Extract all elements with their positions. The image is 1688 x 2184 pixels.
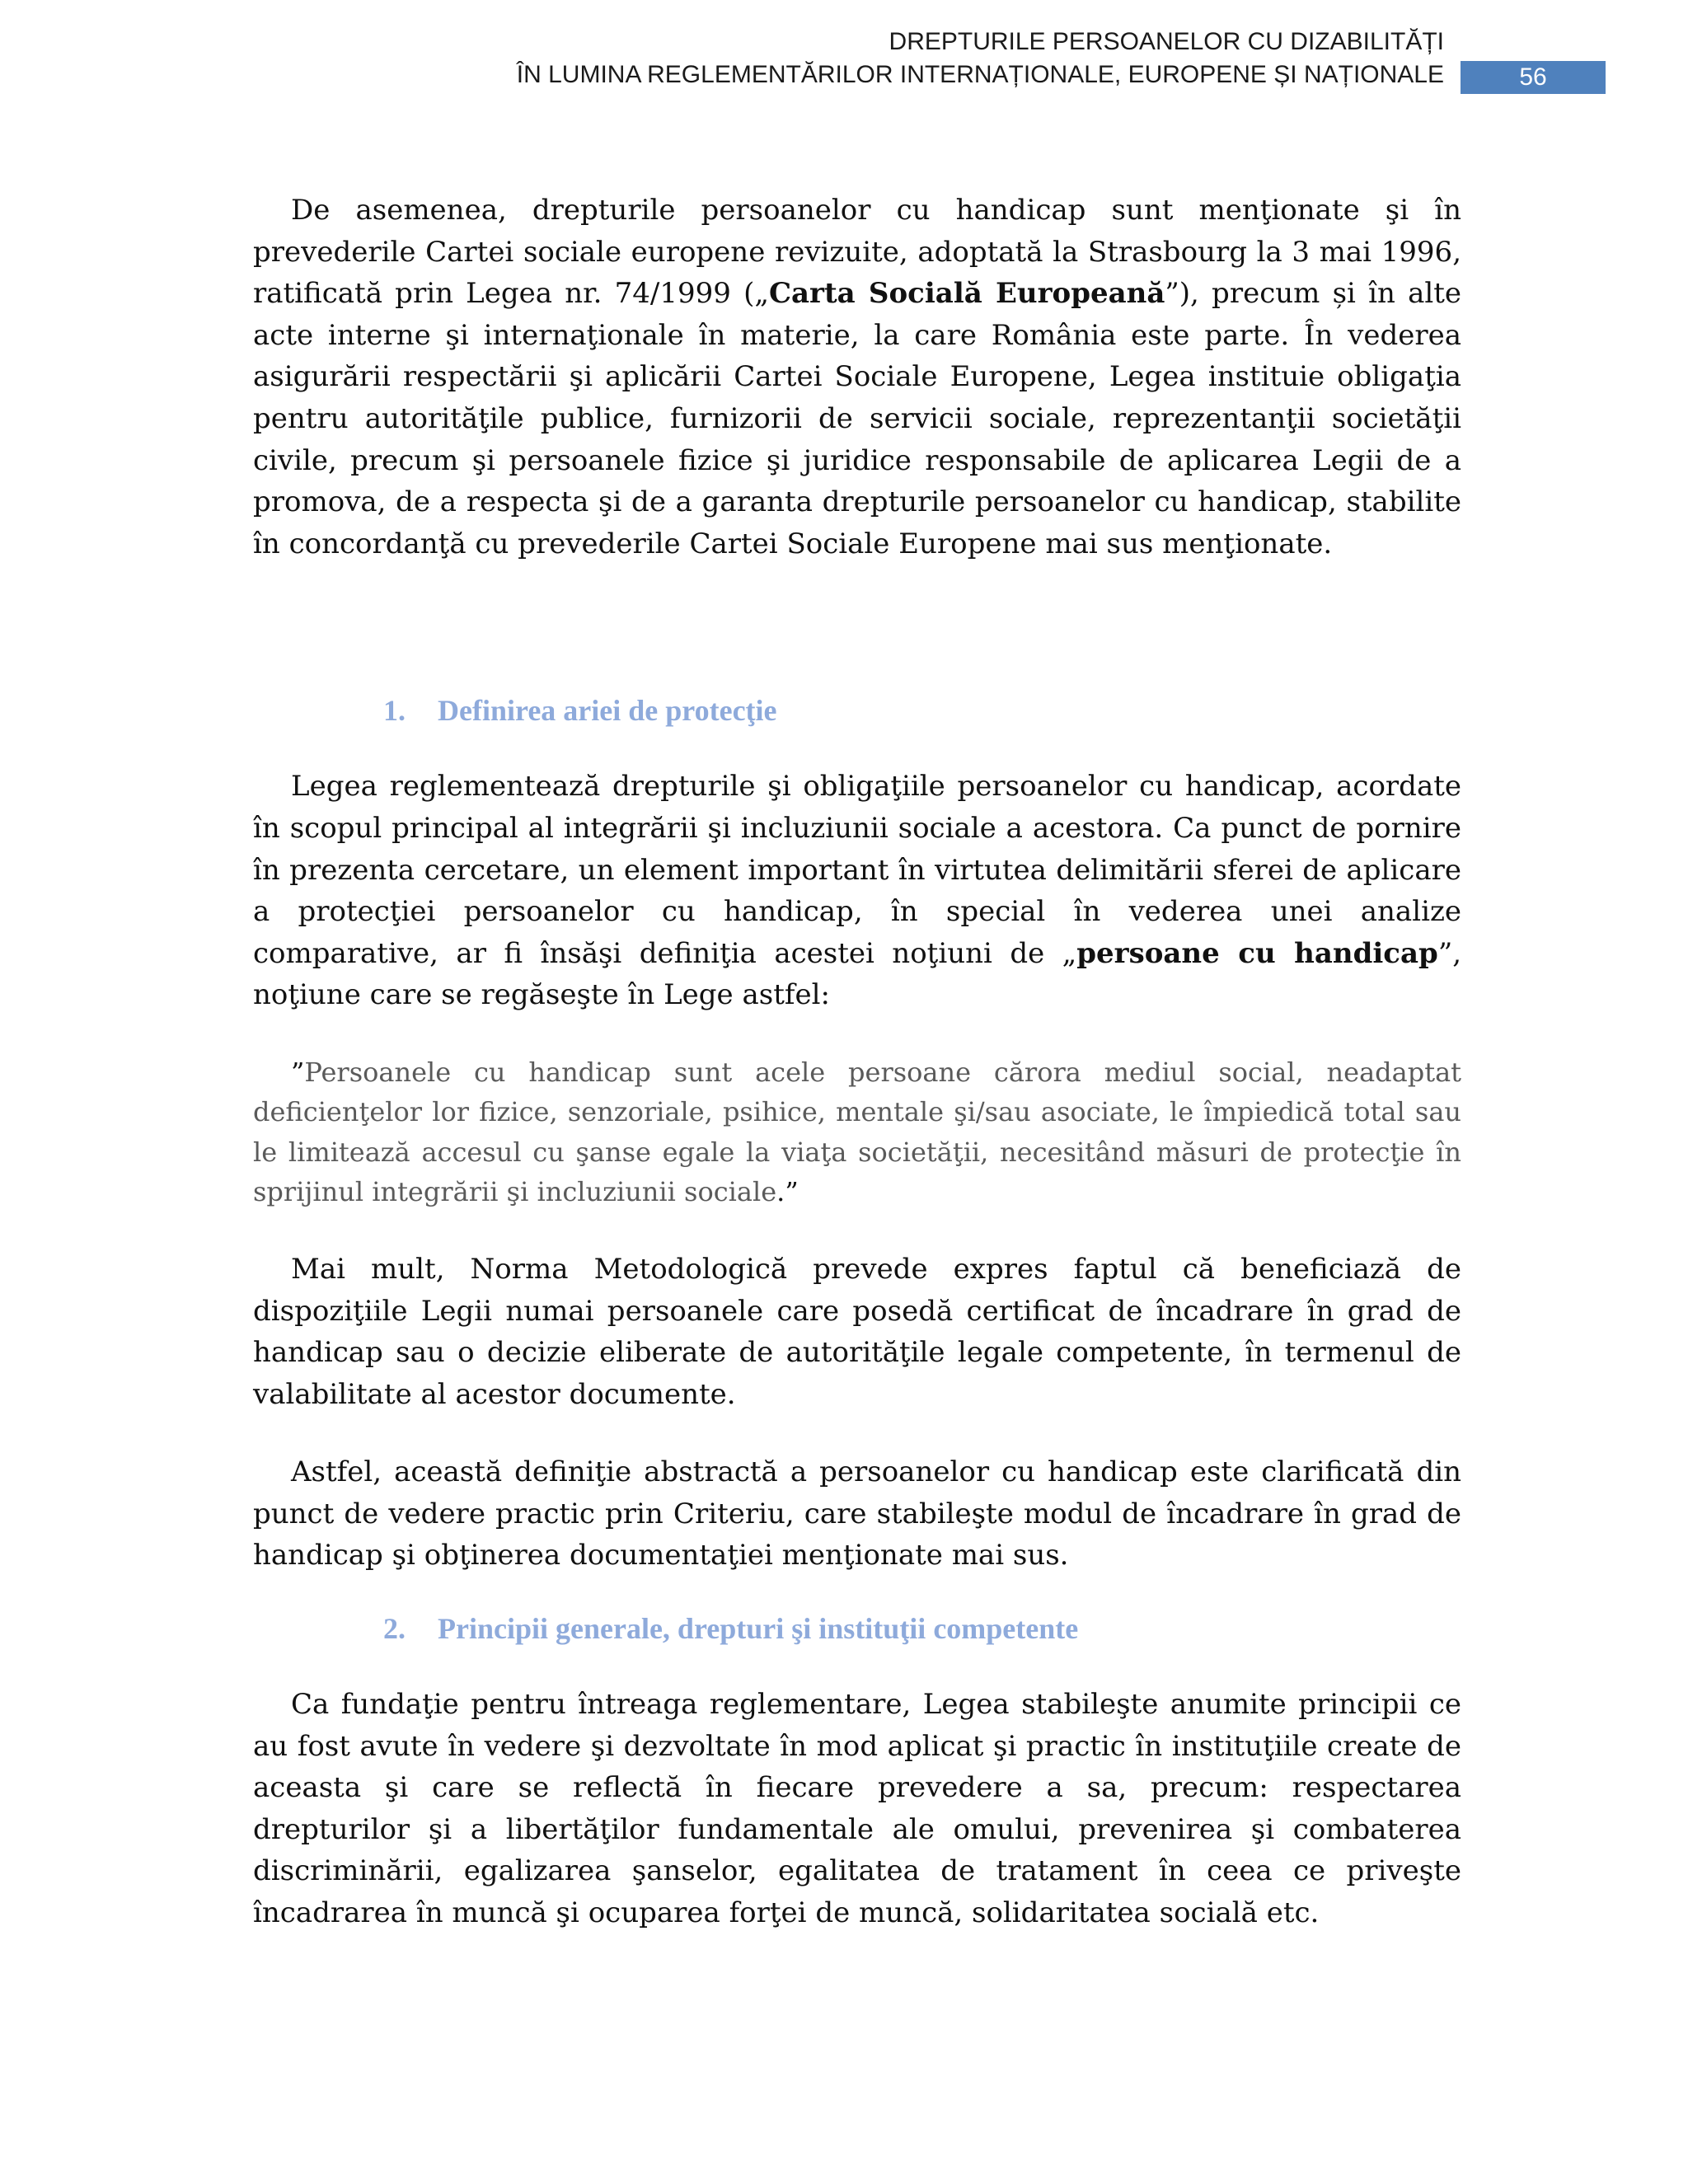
paragraph-text: ”, noţiune care se regăseşte în Lege astfel: — [253, 936, 1462, 1012]
paragraph-lege-definitie — [253, 766, 1461, 1016]
quote-open-mark: ” — [291, 1056, 305, 1088]
header-title-line1: DREPTURILE PERSOANELOR CU DIZABILITĂȚI — [889, 28, 1444, 55]
paragraph-criteriu: Astfel, această definiţie abstractă a persoanelor cu handicap este clarificată din punct de vedere practic prin Criteriu, care stabileşte modul de încadrare în grad de handicap şi obţinerea documentaţiei menţionate mai sus. — [253, 1455, 1461, 1572]
running-header — [0, 28, 1688, 102]
section-title: Definirea ariei de protecţie — [438, 694, 777, 728]
quote-text: Persoanele cu handicap sunt acele persoane cărora mediul social, neadaptat deficienţelor lor fizice, senzoriale, psihice, mentale şi/sau asociate, le împiedică total sau le limitează accesul cu şanse egale la viaţa societăţii, necesitând măsuri de protecţie în sprijinul integrării şi incluziunii sociale — [253, 1056, 1461, 1208]
section-heading-2 — [253, 1608, 1461, 1649]
header-title-line2: ÎN LUMINA REGLEMENTĂRILOR INTERNAȚIONALE, EUROPENE ȘI NAȚIONALE — [516, 61, 1444, 88]
document-body — [253, 190, 1461, 1934]
paragraph-text: ”), precum și în alte acte interne şi internaţionale în materie, la care România este parte. În vederea asigurării respectării şi aplicării Cartei Sociale Europene, Legea instituie obligaţia pentru autorităţile publice, furnizorii de servicii sociale, reprezentanţii societăţii civile, precum şi persoanele fizice şi juridice responsabile de aplicarea Legii de a promova, de a respecta şi de a garanta drepturile persoanelor cu handicap, stabilite în concordanţă cu prevederile Cartei Sociale Europene mai sus menţionate. — [253, 277, 1461, 560]
page-number-badge: 56 — [1461, 61, 1606, 94]
paragraph-norma-metodologica: Mai mult, Norma Metodologică prevede expres faptul că beneficiază de dispoziţiile Legii numai persoanele care posedă certificat de încadrare în grad de handicap sau o decizie eliberate de autorităţile legale competente, în termenul de valabilitate al acestor documente. — [253, 1252, 1461, 1411]
section-heading-1 — [253, 690, 1461, 731]
paragraph-text: De asemenea, drepturile persoanelor cu handicap sunt menţionate şi în prevederile Cartei sociale europene revizuite, adoptată la Strasbourg la 3 mai 1996, ratificată prin Legea nr. 74/1999 („ — [253, 194, 1461, 311]
bold-term-persoane: persoane cu handicap — [1076, 936, 1438, 970]
section-number: 1. — [383, 694, 406, 728]
bold-term-carta: Carta Socială Europeană — [768, 277, 1165, 311]
paragraph-carta-sociala — [253, 190, 1461, 565]
section-number: 2. — [383, 1612, 406, 1646]
paragraph-principii: Ca fundaţie pentru întreaga reglementare, Legea stabileşte anumite principii ce au fost avute în vedere şi dezvoltate în mod aplicat şi practic în instituţiile create de aceasta şi care se reflectă în fiecare prevedere a sa, precum: respectarea drepturilor şi a libertăţilor fundamentale ale omului, prevenirea şi combaterea discriminării, egalizarea şanselor, egalitatea de tratament în ceea ce priveşte încadrarea în muncă şi ocuparea forţei de muncă, solidaritatea socială etc. — [253, 1688, 1461, 1930]
quote-close-mark: .” — [776, 1176, 799, 1208]
definition-quote — [253, 1052, 1461, 1212]
paragraph-text: Legea reglementează drepturile şi obligaţiile persoanelor cu handicap, acordate în scopul principal al integrării şi incluziunii sociale a acestora. Ca punct de pornire în prezenta cercetare, un element important în virtutea delimitării sferei de aplicare a protecţiei persoanelor cu handicap, în special în vederea unei analize comparative, ar fi însăşi definiţia acestei noţiuni de „ — [253, 770, 1461, 970]
section-title: Principii generale, drepturi şi instituţii competente — [438, 1612, 1079, 1646]
